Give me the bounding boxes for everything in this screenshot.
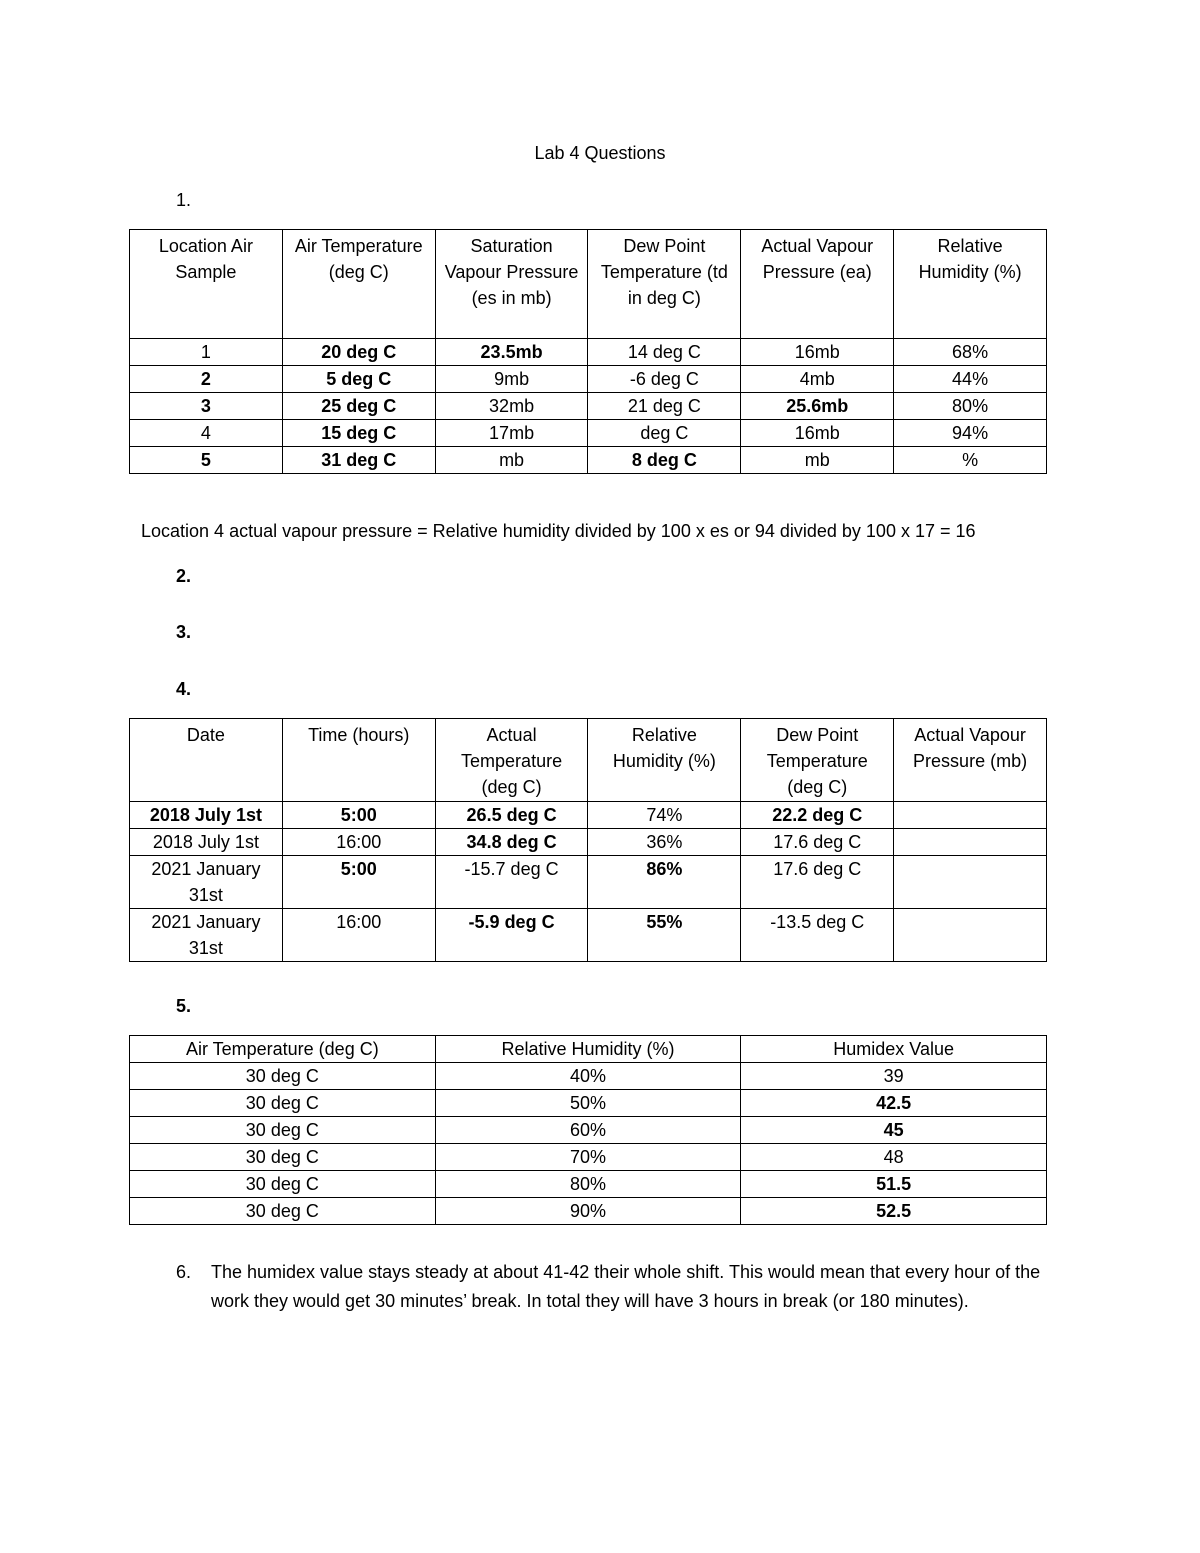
table-row — [130, 1090, 1047, 1117]
table-cell: 42.5 — [741, 1090, 1047, 1117]
question-5-number: 5. — [176, 996, 192, 1016]
table-cell: 23.5mb — [435, 339, 588, 366]
page-title: Lab 4 Questions — [534, 143, 666, 163]
header-cell: Air Temperature (deg C) — [282, 230, 435, 339]
table-cell: deg C — [588, 420, 741, 447]
table-cell: 80% — [894, 393, 1047, 420]
table-cell: 2021 January 31st — [130, 856, 283, 909]
header-cell: Humidex Value — [741, 1036, 1047, 1063]
table-row — [130, 447, 1047, 474]
header-cell: Relative Humidity (%) — [435, 1036, 741, 1063]
table-cell: 22.2 deg C — [741, 802, 894, 829]
table-cell: 55% — [588, 909, 741, 962]
table-cell: 31 deg C — [282, 447, 435, 474]
header-cell: Dew Point Temperature (deg C) — [741, 719, 894, 802]
table-cell: 40% — [435, 1063, 741, 1090]
table-cell: 36% — [588, 829, 741, 856]
table-cell: 51.5 — [741, 1171, 1047, 1198]
table-cell: 48 — [741, 1144, 1047, 1171]
table-cell: 39 — [741, 1063, 1047, 1090]
header-cell: Relative Humidity (%) — [588, 719, 741, 802]
table-row — [130, 1117, 1047, 1144]
table-cell: mb — [435, 447, 588, 474]
table-cell: 70% — [435, 1144, 741, 1171]
table-row — [130, 1198, 1047, 1225]
question-3-number: 3. — [176, 622, 192, 642]
table-cell: 20 deg C — [282, 339, 435, 366]
humidex-table — [129, 1035, 1047, 1225]
table-cell — [894, 856, 1047, 909]
table-cell: 14 deg C — [588, 339, 741, 366]
question-6-answer: The humidex value stays steady at about 41-42 their whole shift. This would mean that every hour of the work they would get 30 minutes’ break. In total they will have 3 hours in break (or 180 minutes). — [211, 1262, 1041, 1311]
table-cell: 30 deg C — [130, 1144, 436, 1171]
question-1-number: 1. — [176, 190, 192, 210]
question-4-number: 4. — [176, 679, 192, 699]
table-cell: 17mb — [435, 420, 588, 447]
table-cell: 80% — [435, 1171, 741, 1198]
table-cell — [894, 829, 1047, 856]
header-cell: Relative Humidity (%) — [894, 230, 1047, 339]
table-cell: 52.5 — [741, 1198, 1047, 1225]
table-cell: mb — [741, 447, 894, 474]
table-cell: 5 deg C — [282, 366, 435, 393]
table-row — [130, 909, 1047, 962]
table-cell: 45 — [741, 1117, 1047, 1144]
header-cell: Actual Vapour Pressure (mb) — [894, 719, 1047, 802]
table-cell: 68% — [894, 339, 1047, 366]
table-cell: 74% — [588, 802, 741, 829]
table-cell: 17.6 deg C — [741, 856, 894, 909]
question-2-number: 2. — [176, 566, 192, 586]
table-row — [130, 1063, 1047, 1090]
table-cell: 9mb — [435, 366, 588, 393]
table-cell: 16mb — [741, 420, 894, 447]
table-cell: 1 — [130, 339, 283, 366]
question-6-number: 6. — [176, 1262, 192, 1282]
table-cell: 30 deg C — [130, 1171, 436, 1198]
header-cell: Actual Temperature (deg C) — [435, 719, 588, 802]
table-cell: 4mb — [741, 366, 894, 393]
dew-point-table — [129, 718, 1047, 962]
table-cell: 25.6mb — [741, 393, 894, 420]
table-cell: -15.7 deg C — [435, 856, 588, 909]
table-header-row — [130, 719, 1047, 802]
table-cell: 15 deg C — [282, 420, 435, 447]
table-cell: 3 — [130, 393, 283, 420]
table-cell: 8 deg C — [588, 447, 741, 474]
table-header-row — [130, 1036, 1047, 1063]
header-cell: Location Air Sample — [130, 230, 283, 339]
table-cell: 86% — [588, 856, 741, 909]
table-row — [130, 366, 1047, 393]
table-cell: 60% — [435, 1117, 741, 1144]
table-cell: -13.5 deg C — [741, 909, 894, 962]
table-row — [130, 1171, 1047, 1198]
table-cell: 5 — [130, 447, 283, 474]
table-cell — [894, 802, 1047, 829]
table-cell: 30 deg C — [130, 1090, 436, 1117]
table-row — [130, 802, 1047, 829]
table-cell: 50% — [435, 1090, 741, 1117]
table-cell: 16:00 — [282, 829, 435, 856]
table-row — [130, 420, 1047, 447]
header-cell: Air Temperature (deg C) — [130, 1036, 436, 1063]
table-row — [130, 393, 1047, 420]
table-cell: 17.6 deg C — [741, 829, 894, 856]
table-cell: 32mb — [435, 393, 588, 420]
question-6 — [176, 1258, 1041, 1311]
table-cell: -6 deg C — [588, 366, 741, 393]
table-cell: 90% — [435, 1198, 741, 1225]
table-cell: 4 — [130, 420, 283, 447]
table-cell: 26.5 deg C — [435, 802, 588, 829]
table-cell: 2018 July 1st — [130, 802, 283, 829]
vapour-pressure-table — [129, 229, 1047, 474]
table-header-row — [130, 230, 1047, 339]
table-cell: 44% — [894, 366, 1047, 393]
table-cell — [894, 909, 1047, 962]
table-cell: 25 deg C — [282, 393, 435, 420]
table-cell: 21 deg C — [588, 393, 741, 420]
table-cell: 5:00 — [282, 856, 435, 909]
table-cell: 30 deg C — [130, 1198, 436, 1225]
table-row — [130, 856, 1047, 909]
header-cell: Actual Vapour Pressure (ea) — [741, 230, 894, 339]
table-cell: % — [894, 447, 1047, 474]
table-cell: 30 deg C — [130, 1117, 436, 1144]
header-cell: Dew Point Temperature (td in deg C) — [588, 230, 741, 339]
table-cell: 2021 January 31st — [130, 909, 283, 962]
table-cell: 94% — [894, 420, 1047, 447]
header-cell: Time (hours) — [282, 719, 435, 802]
table-cell: -5.9 deg C — [435, 909, 588, 962]
table-cell: 5:00 — [282, 802, 435, 829]
table-cell: 2018 July 1st — [130, 829, 283, 856]
location-4-calculation-note: Location 4 actual vapour pressure = Relative humidity divided by 100 x es or 94 divided by 100 x 17 = 16 — [141, 521, 976, 541]
header-cell: Saturation Vapour Pressure (es in mb) — [435, 230, 588, 339]
table-row — [130, 829, 1047, 856]
table-cell: 16:00 — [282, 909, 435, 962]
table-row — [130, 1144, 1047, 1171]
table-cell: 34.8 deg C — [435, 829, 588, 856]
table-cell: 2 — [130, 366, 283, 393]
table-cell: 30 deg C — [130, 1063, 436, 1090]
table-row — [130, 339, 1047, 366]
header-cell: Date — [130, 719, 283, 802]
table-cell: 16mb — [741, 339, 894, 366]
